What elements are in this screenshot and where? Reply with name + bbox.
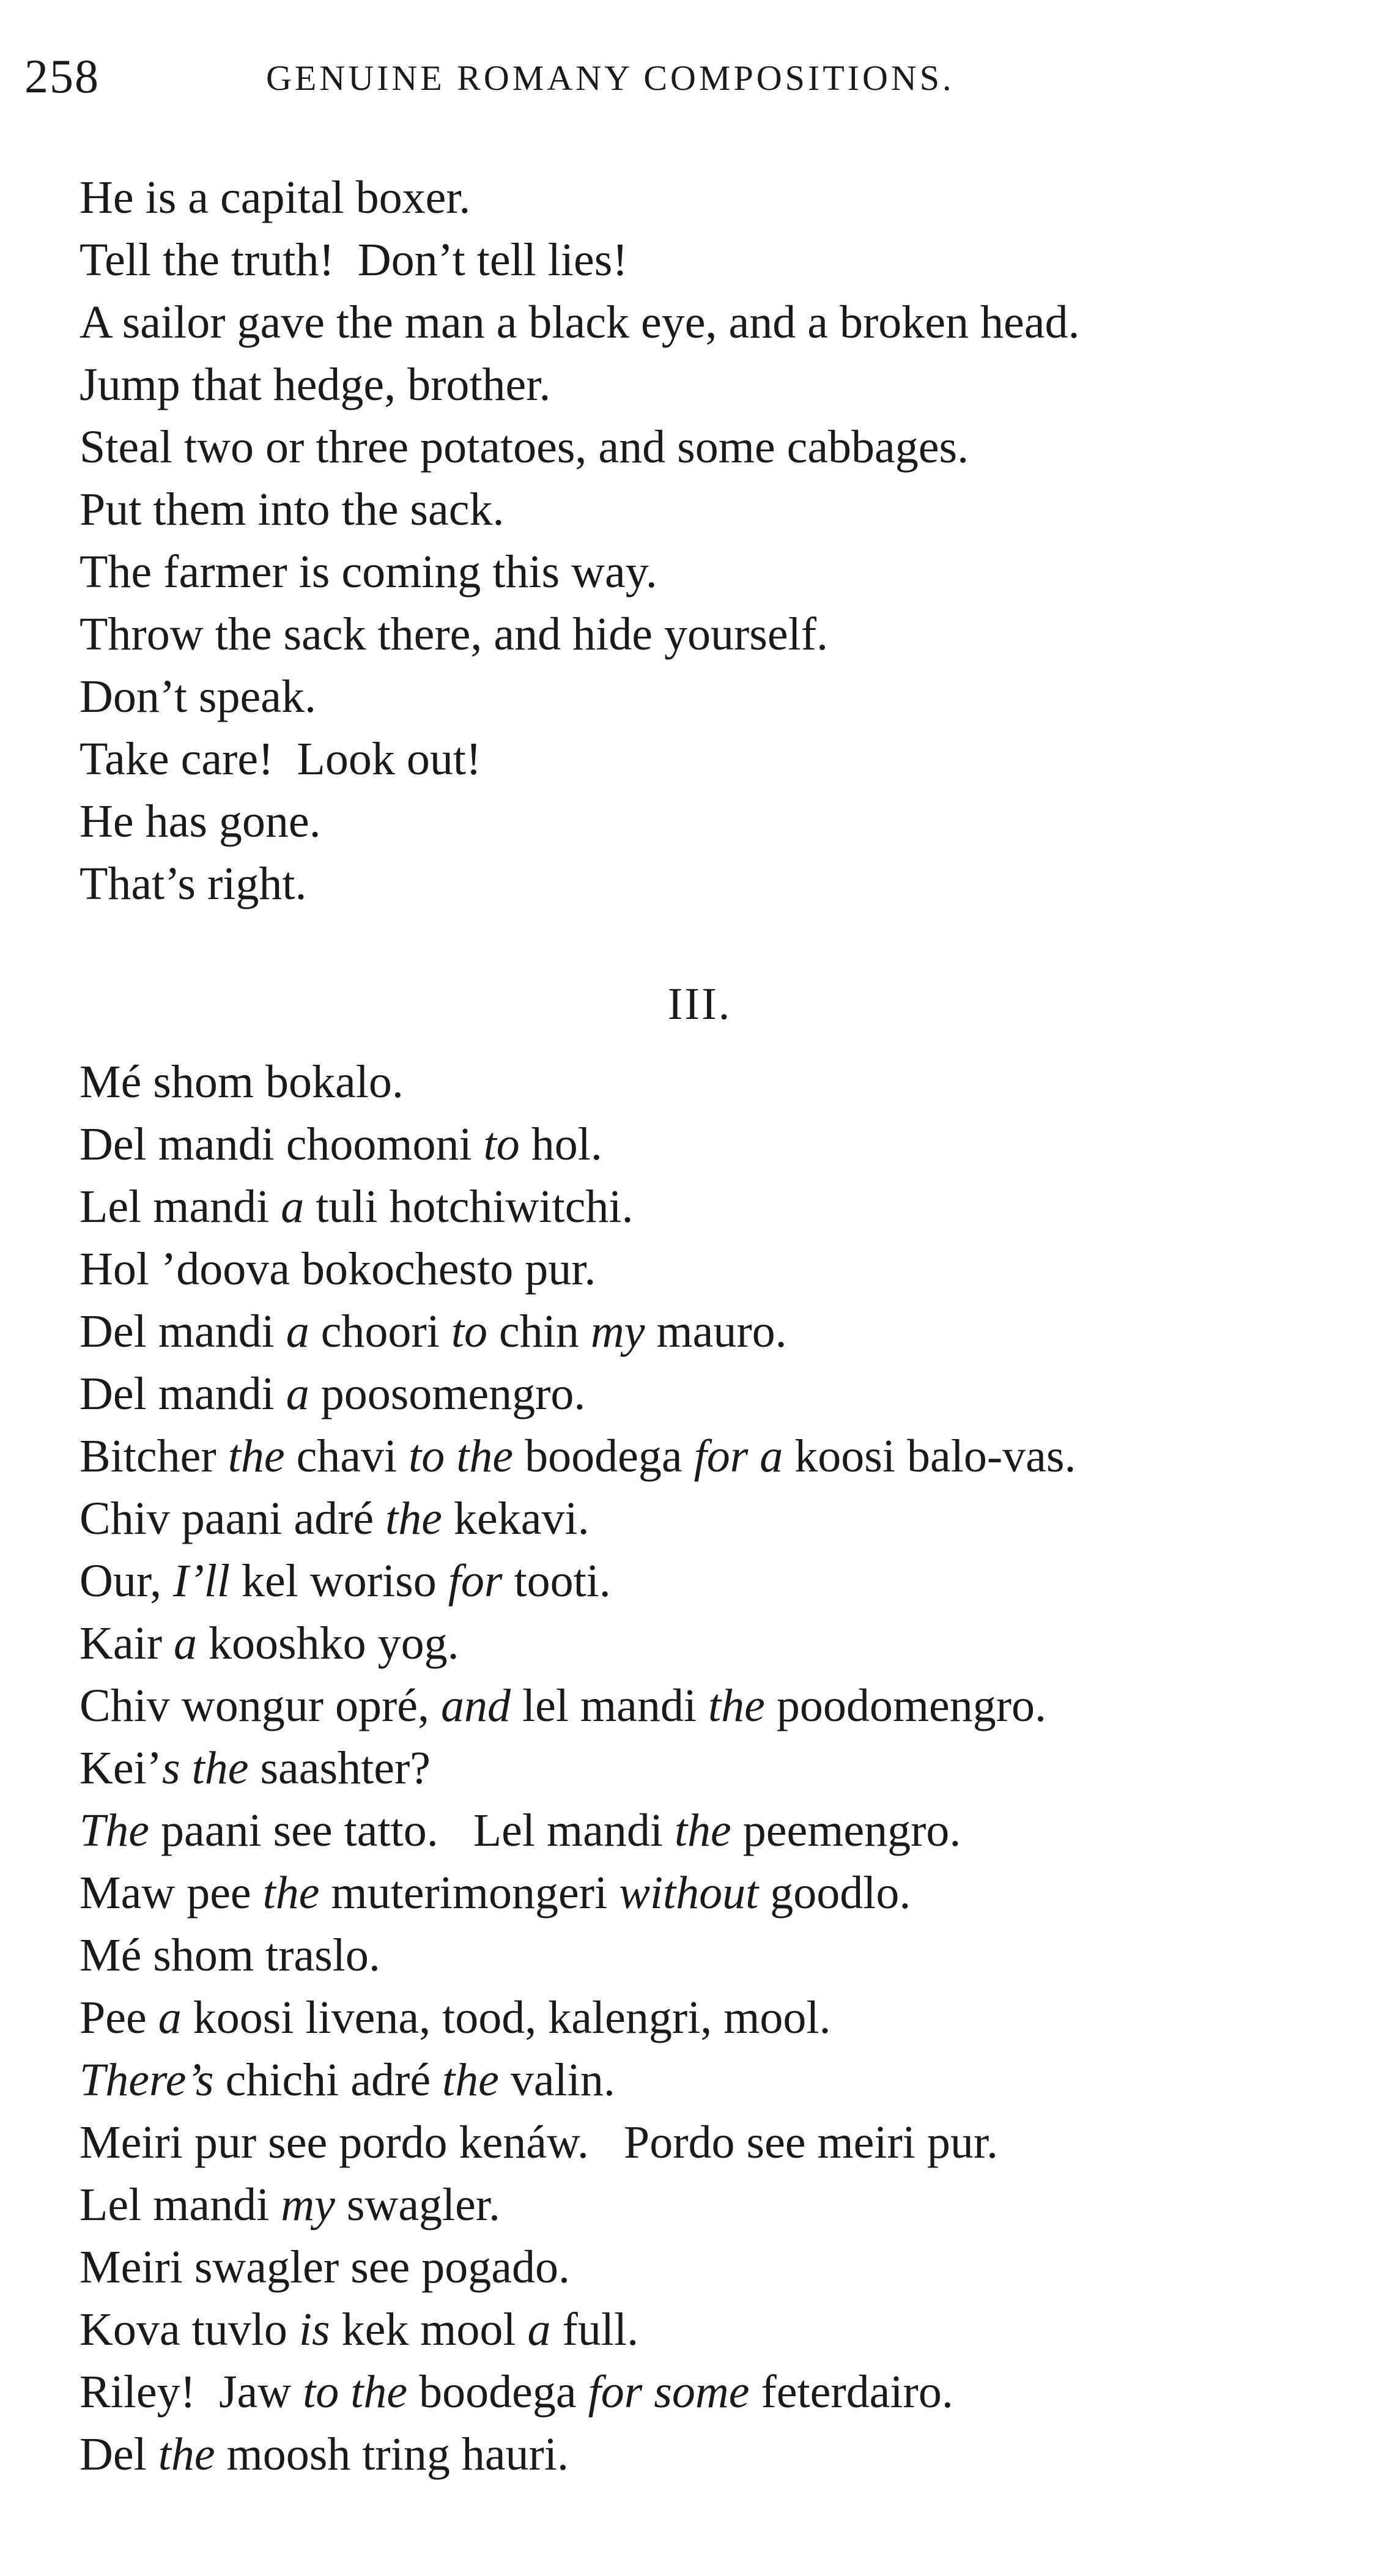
line-text: feterdairo. xyxy=(749,2366,953,2418)
italic-text: The xyxy=(80,1805,149,1856)
line-text: moosh tring hauri. xyxy=(215,2429,569,2480)
text-line xyxy=(80,1175,1076,1238)
italic-text: the xyxy=(158,2429,215,2480)
line-text: That’s right. xyxy=(80,858,307,909)
text-line xyxy=(80,1113,1076,1175)
italic-text: the xyxy=(674,1805,731,1856)
running-head: GENUINE ROMANY COMPOSITIONS. xyxy=(266,58,955,98)
line-text: peemengro. xyxy=(731,1805,961,1856)
italic-text: a xyxy=(527,2304,551,2355)
italic-text: the xyxy=(262,1867,320,1919)
page-header xyxy=(24,37,1339,110)
text-line xyxy=(80,1425,1076,1487)
text-line xyxy=(80,665,1079,728)
italic-text: my xyxy=(590,1306,645,1357)
line-text: tuli hotchiwitchi. xyxy=(304,1181,634,1232)
text-line xyxy=(80,1799,1076,1862)
line-text: Lel mandi xyxy=(80,1181,281,1232)
italic-text: for xyxy=(448,1555,503,1607)
line-text: hol. xyxy=(519,1119,602,1170)
text-line xyxy=(80,853,1079,915)
text-line xyxy=(80,2236,1076,2298)
line-text: Kair xyxy=(80,1618,174,1669)
line-text: The farmer is coming this way. xyxy=(80,546,657,598)
line-text: boodega xyxy=(407,2366,588,2418)
text-line xyxy=(80,2174,1076,2236)
italic-text: a xyxy=(281,1181,305,1232)
line-text: Hol ’doova bokochesto pur. xyxy=(80,1243,596,1295)
line-text: tooti. xyxy=(502,1555,611,1607)
line-text: Meiri pur see pordo kenáw. Pordo see meiri pur. xyxy=(80,2117,999,2168)
italic-text: to xyxy=(483,1119,520,1170)
line-text: Del mandi xyxy=(80,1306,286,1357)
text-line xyxy=(80,353,1079,416)
line-text: Take care! Look out! xyxy=(80,733,482,785)
romany-sentences xyxy=(80,1051,1076,2485)
text-line xyxy=(80,1986,1076,2049)
italic-text: There’s xyxy=(80,2054,214,2106)
text-line xyxy=(80,2423,1076,2485)
text-line xyxy=(80,1550,1076,1612)
italic-text: to the xyxy=(409,1430,514,1482)
line-text: poodomengro. xyxy=(764,1680,1046,1731)
line-text: koosi balo-vas. xyxy=(783,1430,1076,1482)
italic-text: the xyxy=(442,2054,499,2106)
line-text: Tell the truth! Don’t tell lies! xyxy=(80,234,628,286)
line-text: kekavi. xyxy=(442,1493,590,1544)
line-text: Chiv paani adré xyxy=(80,1493,386,1544)
italic-text: a xyxy=(286,1368,309,1419)
text-line xyxy=(80,166,1079,229)
line-text: kel woriso xyxy=(230,1555,448,1607)
italic-text: the xyxy=(227,1430,285,1482)
italic-text: for a xyxy=(694,1430,783,1482)
text-line xyxy=(80,1487,1076,1550)
line-text: chavi xyxy=(284,1430,409,1482)
line-text: full. xyxy=(550,2304,639,2355)
line-text: He is a capital boxer. xyxy=(80,172,471,223)
line-text: mauro. xyxy=(645,1306,787,1357)
line-text: valin. xyxy=(498,2054,615,2106)
line-text: Bitcher xyxy=(80,1430,228,1482)
text-line xyxy=(80,1051,1076,1113)
line-text: Pee xyxy=(80,1992,158,2043)
line-text: Maw pee xyxy=(80,1867,263,1919)
text-line xyxy=(80,416,1079,478)
line-text: chin xyxy=(487,1306,591,1357)
text-line xyxy=(80,2298,1076,2361)
text-line xyxy=(80,291,1079,353)
line-text: He has gone. xyxy=(80,796,321,847)
text-line xyxy=(80,603,1079,665)
line-text: Lel mandi xyxy=(80,2179,281,2230)
italic-text: without xyxy=(619,1867,759,1919)
line-text: Throw the sack there, and hide yourself. xyxy=(80,609,829,660)
text-line xyxy=(80,229,1079,291)
line-text: Jump that hedge, brother. xyxy=(80,359,551,410)
text-line xyxy=(80,1675,1076,1737)
line-text: Mé shom bokalo. xyxy=(80,1056,404,1108)
italic-text: a xyxy=(286,1306,309,1357)
text-line xyxy=(80,2361,1076,2423)
italic-text: s the xyxy=(162,1742,249,1794)
italic-text: and xyxy=(441,1680,511,1731)
text-line xyxy=(80,1612,1076,1675)
text-line xyxy=(80,1238,1076,1300)
line-text: chichi adré xyxy=(213,2054,443,2106)
italic-text: the xyxy=(385,1493,443,1544)
line-text: Riley! Jaw xyxy=(80,2366,303,2418)
italic-text: a xyxy=(158,1992,182,2043)
line-text: Del xyxy=(80,2429,158,2480)
line-text: Steal two or three potatoes, and some cabbages. xyxy=(80,421,969,473)
text-line xyxy=(80,2049,1076,2111)
text-line xyxy=(80,1737,1076,1799)
line-text: kooshko yog. xyxy=(197,1618,459,1669)
page-number: 258 xyxy=(24,50,100,103)
text-line xyxy=(80,790,1079,853)
line-text: goodlo. xyxy=(758,1867,911,1919)
text-line xyxy=(80,478,1079,541)
line-text: boodega xyxy=(513,1430,694,1482)
line-text: Our, xyxy=(80,1555,174,1607)
text-line xyxy=(80,728,1079,790)
italic-text: the xyxy=(708,1680,765,1731)
line-text: swagler. xyxy=(335,2179,501,2230)
text-line xyxy=(80,1862,1076,1924)
line-text: koosi livena, tood, kalengri, mool. xyxy=(181,1992,831,2043)
line-text: Del mandi xyxy=(80,1368,286,1419)
text-line xyxy=(80,2111,1076,2174)
line-text: Don’t speak. xyxy=(80,671,316,722)
line-text: saashter? xyxy=(248,1742,431,1794)
italic-text: a xyxy=(174,1618,198,1669)
text-line xyxy=(80,1300,1076,1363)
line-text: A sailor gave the man a black eye, and a broken head. xyxy=(80,297,1080,348)
english-sentences xyxy=(80,166,1079,915)
text-line xyxy=(80,541,1079,603)
line-text: Meiri swagler see pogado. xyxy=(80,2241,570,2293)
italic-text: to xyxy=(451,1306,487,1357)
line-text: Mé shom traslo. xyxy=(80,1930,380,1981)
italic-text: I’ll xyxy=(173,1555,231,1607)
line-text: choori xyxy=(309,1306,451,1357)
line-text: Chiv wongur opré, xyxy=(80,1680,442,1731)
line-text: poosomengro. xyxy=(309,1368,586,1419)
line-text: Del mandi choomoni xyxy=(80,1119,484,1170)
italic-text: to the xyxy=(303,2366,408,2418)
line-text: Kei’ xyxy=(80,1742,163,1794)
line-text: kek mool xyxy=(330,2304,528,2355)
line-text: lel mandi xyxy=(511,1680,708,1731)
line-text: Put them into the sack. xyxy=(80,484,505,535)
section-heading: III. xyxy=(667,979,732,1029)
italic-text: my xyxy=(281,2179,335,2230)
italic-text: for some xyxy=(588,2366,750,2418)
italic-text: is xyxy=(298,2304,330,2355)
text-line xyxy=(80,1924,1076,1986)
line-text: Kova tuvlo xyxy=(80,2304,299,2355)
line-text: muterimongeri xyxy=(319,1867,620,1919)
line-text: paani see tatto. Lel mandi xyxy=(149,1805,675,1856)
text-line xyxy=(80,1363,1076,1425)
